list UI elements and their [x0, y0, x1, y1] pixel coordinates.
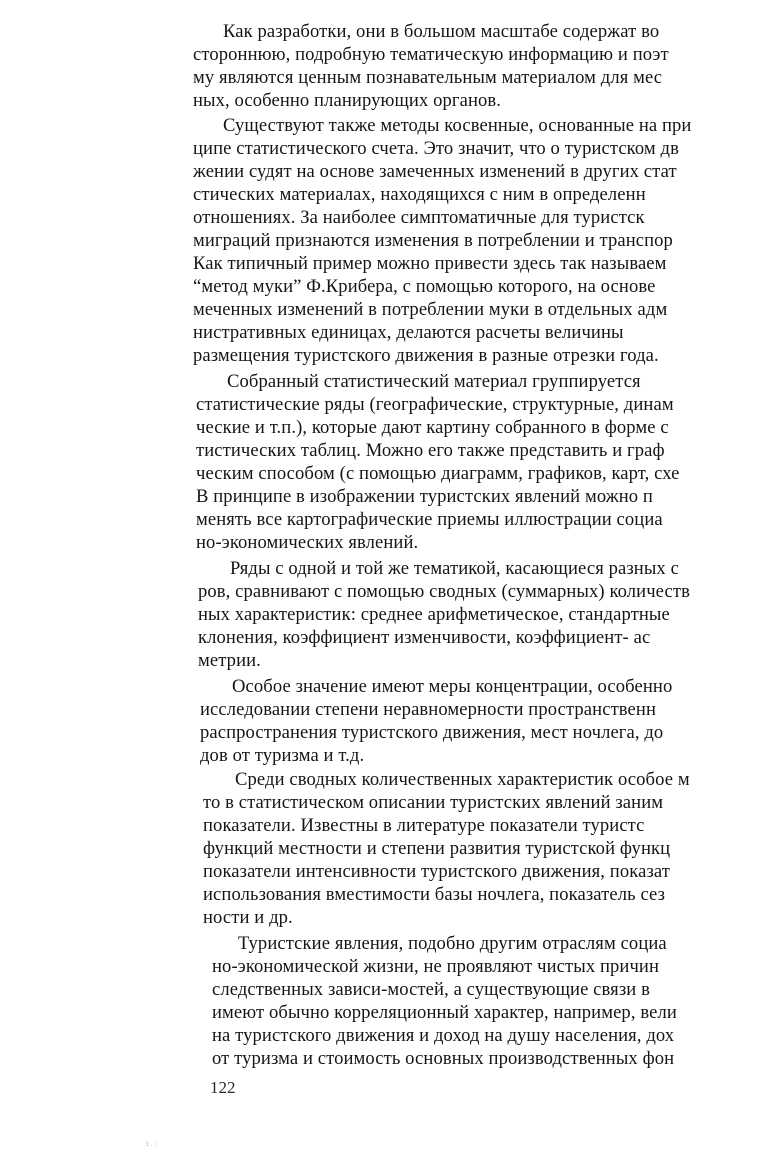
text-line: Как разработки, они в большом масштабе содержат во: [223, 21, 660, 42]
text-line: Как типичный пример можно привести здесь так называем: [193, 253, 667, 274]
text-line: Существуют также методы косвенные, основанные на при: [223, 115, 692, 136]
text-line: менять все картографические приемы иллюстрации социа: [196, 509, 663, 530]
text-line: следственных зависи-мостей, а существующие связи в: [212, 979, 650, 1000]
text-line: ности и др.: [203, 907, 293, 928]
text-line: Среди сводных количественных характеристик особое м: [235, 769, 690, 790]
text-line: распространения туристского движения, мест ночлега, до: [200, 722, 664, 743]
text-line: но-экономических явлений.: [196, 532, 419, 553]
text-line: от туризма и стоимость основных производственных фон: [212, 1048, 675, 1069]
text-line: ных характеристик: среднее арифметическое, стандартные: [198, 604, 670, 625]
text-line: ческим способом (с помощью диаграмм, графиков, карт, схе: [196, 463, 680, 484]
text-line: Особое значение имеют меры концентрации, особенно: [232, 676, 673, 697]
text-line: миграций признаются изменения в потреблении и транспор: [193, 230, 673, 251]
text-line: дов от туризма и т.д.: [200, 745, 365, 766]
text-line: то в статистическом описании туристских явлений заним: [203, 792, 664, 813]
text-line: жении судят на основе замеченных изменений в других стат: [193, 161, 677, 182]
text-line: ров, сравнивают с помощью сводных (суммарных) количеств: [198, 581, 690, 602]
text-line: показатели. Известны в литературе показатели туристс: [203, 815, 645, 836]
text-line: использования вместимости базы ночлега, показатель сез: [203, 884, 666, 905]
text-line: на туристского движения и доход на душу населения, дох: [212, 1025, 675, 1046]
text-line: ческие и т.п.), которые дают картину собранного в форме с: [196, 417, 669, 438]
text-line: В принципе в изображении туристских явлений можно п: [196, 486, 653, 507]
text-line: му являются ценным познавательным материалом для мес: [193, 67, 663, 88]
text-line: нистративных единицах, делаются расчеты величины: [193, 322, 624, 343]
text-line: стических материалах, находящихся с ним в определенн: [193, 184, 646, 205]
page-number: 122: [210, 1078, 236, 1097]
text-line: клонения, коэффициент изменчивости, коэффициент- ас: [198, 627, 651, 648]
text-line: стороннюю, подробную тематическую информацию и поэт: [193, 44, 669, 65]
text-line: отношениях. За наиболее симптоматичные для туристск: [193, 207, 645, 228]
text-line: ных, особенно планирующих органов.: [193, 90, 502, 111]
text-line: “метод муки” Ф.Крибера, с помощью которого, на основе: [193, 276, 656, 297]
text-line: размещения туристского движения в разные отрезки года.: [193, 345, 659, 366]
text-line: тистических таблиц. Можно его также представить и граф: [196, 440, 665, 461]
text-line: исследовании степени неравномерности пространственн: [200, 699, 657, 720]
text-line: метрии.: [198, 650, 261, 671]
text-line: Ряды с одной и той же тематикой, касающиеся разных с: [230, 558, 679, 579]
text-line: Туристские явления, подобно другим отраслям социа: [238, 933, 667, 954]
text-line: Собранный статистический материал группируется: [227, 371, 641, 392]
text-line: меченных изменений в потреблении муки в отдельных адм: [193, 299, 668, 320]
text-line: функций местности и степени развития туристской функц: [203, 838, 671, 859]
text-line: показатели интенсивности туристского движения, показат: [203, 861, 670, 882]
text-line: но-экономической жизни, не проявляют чистых причин: [212, 956, 660, 977]
text-line: ципе статистического счета. Это значит, что о туристском дв: [193, 138, 679, 159]
margin-marks: ı.:: [146, 1138, 160, 1148]
text-line: имеют обычно корреляционный характер, например, вели: [212, 1002, 677, 1023]
text-line: статистические ряды (географические, структурные, динам: [196, 394, 674, 415]
